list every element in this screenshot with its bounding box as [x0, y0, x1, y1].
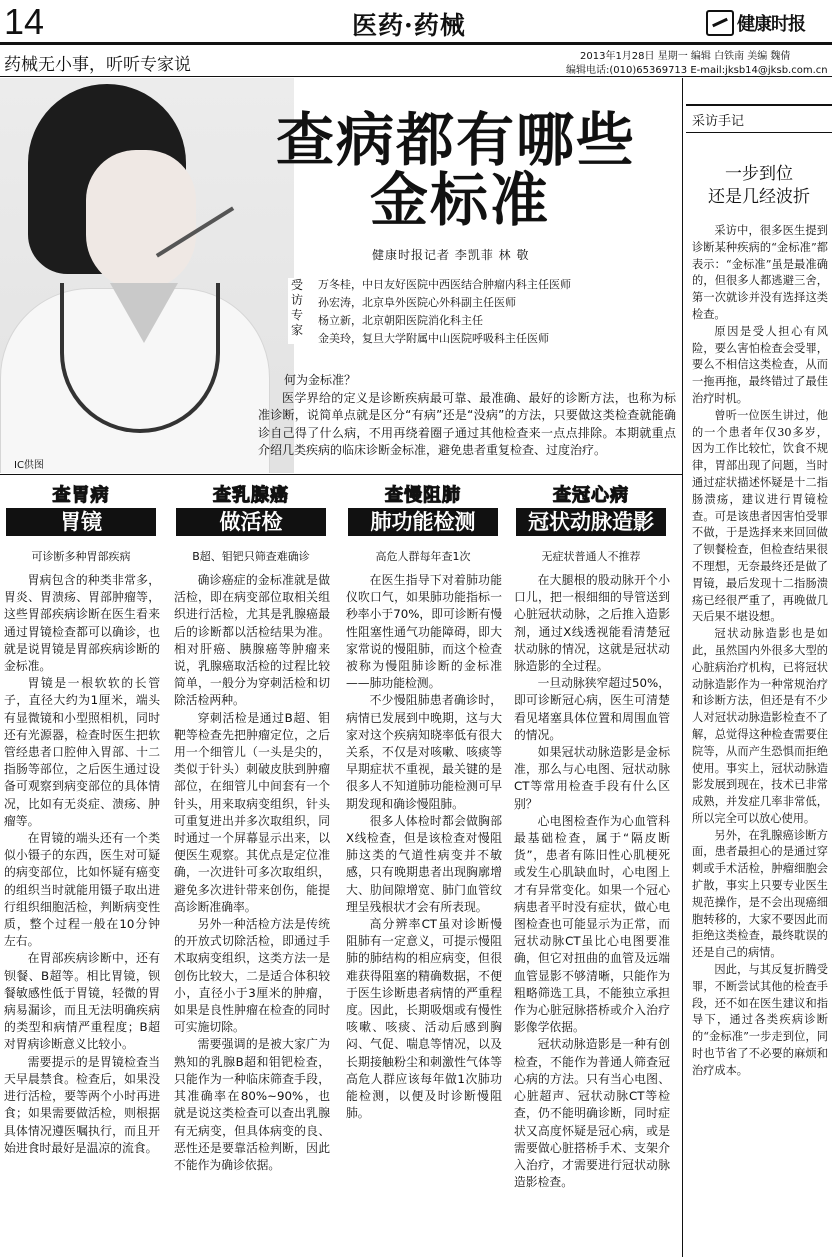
body-paragraph: 另外一种活检方法是传统的开放式切除活检，即通过手术取病变组织，这类方法一是创伤比较大，二是适合体积较小，直径小于3厘米的肿瘤，如果是良性肿瘤在检查的同时可实施切除。 [174, 917, 330, 1035]
expert-item: 孙宏涛，北京阜外医院心外科副主任医师 [318, 296, 516, 309]
column-heading: 冠状动脉造影 [516, 508, 666, 536]
column-header-lung-function [346, 486, 500, 570]
experts-list [318, 276, 571, 348]
headline-line2: 金标准 [370, 166, 551, 234]
body-paragraph: 胃镜是一根软软的长管子，直径大约为1厘米，端头有显微镜和小型照相机，同时还有光源器，检查时医生把软管经患者口腔伸入胃部、十二指肠等部位，之后医生通过设备可观察到病变部位的具体情况，比如有无炎症、溃疡、肿瘤等。 [4, 676, 160, 828]
sidebar-paragraph: 采访中，很多医生提到诊断某种疾病的“金标准”都表示：“金标准”虽是最准确的，但很多人都逃避三舍，第一次就诊并没有选择这类检查。 [692, 224, 828, 321]
body-paragraph: 心电图检查作为心血管科最基础检查，属于“隔皮断货”，患者有陈旧性心肌梗死或发生心肌缺血时，心电图上才有异常变化。如果一个冠心病患者平时没有症状，做心电图检查也可能显示为正常，而冠状动脉CT虽比心电图要准确，但它对扭曲的血管及远端血管显影不够清晰，只能作为粗略筛选工具，不能独立承担作为心脏冠脉搭桥或介入治疗影像学依据。 [514, 813, 670, 1035]
article-column-lung-function [346, 572, 502, 1123]
sidebar-heading-line1: 一步到位 [725, 164, 793, 184]
body-paragraph: 穿刺活检是通过B超、钼靶等检查先把肿瘤定位，之后用一个细管儿（一头是尖的，类似于针头）刺破皮肤到肿瘤部位，在细管儿中间套有一个针头，用来取病变组织，针头可重复进出并多次取组织，同时通过一个屏幕显示出来，以便医生观察。其优点是定位准确，一次进针可多次取组织，避免多次进针带来创伤，能提高诊断准确率。 [174, 710, 330, 914]
body-rule [0, 474, 682, 475]
experts-label: 受访专家 [288, 278, 306, 344]
section-title: 医药·药械 [352, 11, 466, 40]
expert-item: 杨立新，北京朝阳医院消化科主任 [318, 314, 483, 327]
sidebar-paragraph: 原因是受人担心有风险，要么害怕检查会受罪，要么不相信这类检查，从而一拖再拖，最终错过了最佳治疗时机。 [692, 324, 828, 405]
body-paragraph: 需要提示的是胃镜检查当天早晨禁食。检查后，如果没进行活检，要等两个小时再进食；如果需要做活检，则根据具体情况遵医嘱执行，而且开始进食时最好是温凉的流食。 [4, 1054, 160, 1155]
intro-body: 医学界给的定义是诊断疾病最可靠、最准确、最好的诊断方法，也称为标准诊断，说简单点就是区分“有病”还是“没病”的方法，只要做这类检查就能确诊自己得了什么病，不用再绕着圈子通过其他检查来一点点排除。本期就重点介绍几类疾病的临床诊断金标准，避免患者重复检查、过度治疗。 [258, 390, 676, 457]
page-number: 14 [4, 1, 45, 42]
section-tagline: 药械无小事，听听专家说 [4, 55, 191, 75]
column-subheading: B超、钼钯只筛查难确诊 [192, 550, 310, 563]
column-header-angiography [514, 486, 668, 570]
sidebar-tab: 采访手记 [686, 104, 832, 133]
body-paragraph: 需要强调的是被大家广为熟知的乳腺B超和钼钯检查，只能作为一种临床筛查手段，其准确率在80%~90%，也就是说这类检查可以查出乳腺有无病变，但具体病变的良、恶性还是要靠活检判断，因此不能作为确诊依据。 [174, 1037, 330, 1172]
body-paragraph: 高分辨率CT虽对诊断慢阻肺有一定意义，可提示慢阻肺的肺结构的相应病变，但很难获得阻塞的精确数据，不便于医生诊断患者病情的严重程度。因此，长期吸烟或有慢性咳嗽、咳痰、活动后感到胸闷、气促、喘息等情况，以及长期接触粉尘和刺激性气体等高危人群应该每年做1次肺功能检测，以便及时诊断慢阻肺。 [346, 917, 502, 1121]
sidebar-heading-line2: 还是几经波折 [708, 187, 810, 207]
masthead-logo [706, 8, 830, 38]
byline: 健康时报记者 李凯菲 林 敬 [372, 248, 530, 262]
body-paragraph: 确诊癌症的金标准就是做活检，即在病变部位取相关组织进行活检，尤其是乳腺癌最后的诊断都以活检结果为准。相对肝癌、胰腺癌等肿瘤来说，乳腺癌取活检的过程比较简单，一般分为穿刺活检和切除活检两种。 [174, 573, 330, 708]
column-subheading: 高危人群每年查1次 [375, 550, 471, 563]
sidebar-paragraph: 曾听一位医生讲过，他的一个患者年仅30多岁，因为工作比较忙，饮食不规律，胃部出现了问题，当时通过症状描述怀疑是十二指肠溃疡，建议进行胃镜检查。可是该患者因害怕受罪不做，于是选择来来回回做了钡餐检查，但检查结果很不理想，无奈最终还是做了胃镜，最后发现十二指肠溃疡已经很严重了，再晚做几天后果不堪设想。 [692, 408, 828, 624]
photo-credit: IC供图 [14, 460, 44, 471]
logo-text: 健康时报 [737, 14, 805, 35]
column-header-biopsy [174, 486, 328, 570]
editor-contact: 编辑电话:(010)65369713 E-mail:jksb14@jksb.com.cn [566, 65, 828, 76]
body-paragraph: 一旦动脉狭窄超过50%，即可诊断冠心病，医生可清楚看见堵塞具体位置和周围血管的情况。 [514, 676, 670, 742]
column-kicker: 查冠心病 [553, 485, 629, 506]
doctor-photo [0, 78, 294, 473]
sidebar-body [686, 223, 832, 1080]
expert-item: 金美玲，复旦大学附属中山医院呼吸科主任医师 [318, 332, 549, 345]
column-heading: 肺功能检测 [348, 508, 498, 536]
intro-lead: 何为金标准？ [284, 373, 357, 387]
logo-mark-icon [706, 10, 734, 36]
article-column-gastroscopy [4, 572, 160, 1157]
sidebar-paragraph: 因此，与其反复折腾受罪，不断尝试其他的检查手段，还不如在医生建议和指导下，通过各类疾病诊断的“金标准”一步走到位，同时也节省了不必要的麻烦和治疗成本。 [692, 963, 828, 1077]
sidebar-heading [686, 163, 832, 209]
body-paragraph: 在胃部疾病诊断中，还有钡餐、B超等。相比胃镜，钡餐敏感性低于胃镜，轻微的胃病易漏诊，而且无法明确疾病的类型和病情严重程度；B超对胃病诊断意义比较小。 [4, 951, 160, 1052]
issue-date-editors: 2013年1月28日 星期一 编辑 白铁南 美编 魏倩 [580, 51, 791, 62]
sidebar-interview-notes [686, 104, 832, 1080]
sidebar-paragraph: 冠状动脉造影也是如此，虽然国内外很多大型的心脏病治疗机构，已将冠状动脉造影作为一种常规治疗和诊断方法，但还是有不少人对冠状动脉造影检查不了解，总觉得这种检查需要住院等，从而产生恐惧而拒绝使用。事实上，冠状动脉造影发展到现在，技术已非常成熟，并发症几率非常低，所以完全可以放心使用。 [692, 627, 828, 825]
column-kicker: 查胃病 [52, 485, 110, 506]
sidebar-divider [682, 78, 683, 1257]
column-subheading: 可诊断多种胃部疾病 [31, 550, 131, 563]
body-paragraph: 胃病包含的种类非常多，胃炎、胃溃疡、胃部肿瘤等，这些胃部疾病诊断在医生看来通过胃镜检查都可以确诊，也就是说胃镜是胃部疾病诊断的金标准。 [4, 573, 160, 674]
headline-line1: 查病都有哪些 [276, 106, 637, 174]
subheader-rule [0, 76, 832, 77]
body-paragraph: 冠状动脉造影是一种有创检查，不能作为普通人筛查冠心病的方法。只有当心电图、心脏超声、冠状动脉CT等检查，仍不能明确诊断，同时症状又高度怀疑是冠心病，或是需要做心脏搭桥手术、支架介入治疗，才需要进行冠状动脉造影检查。 [514, 1037, 670, 1190]
expert-item: 万冬桂，中日友好医院中西医结合肿瘤内科主任医师 [318, 278, 571, 291]
column-heading: 做活检 [176, 508, 326, 536]
body-paragraph: 在大腿根的股动脉开个小口儿，把一根细细的导管送到心脏冠状动脉，之后推入造影剂，通过X线透视能看清楚冠状动脉的情况，这就是冠状动脉造影的全过程。 [514, 573, 670, 674]
body-paragraph: 在医生指导下对着肺功能仪吹口气，如果肺功能指标一秒率小于70%，即可诊断有慢性阻塞性通气功能障碍，即大家常说的慢阻肺，而这个检查被称为慢阻肺诊断的金标准——肺功能检测。 [346, 573, 502, 691]
photo-face [86, 150, 196, 290]
body-paragraph: 在胃镜的端头还有一个类似小镊子的东西，医生对可疑的病变部位，比如怀疑有癌变的组织当时就能用镊子取出进行组织细胞活检，判断病变性质，整个过程一般在10分钟左右。 [4, 831, 160, 949]
sidebar-paragraph: 另外，在乳腺癌诊断方面，患者最担心的是通过穿刺或手术活检，肿瘤细胞会扩散，事实上只要专业医生规范操作，是不会出现癌细胞转移的，大家不要因此而拒绝这类检查，最终耽误的还是自己的病情。 [692, 828, 828, 960]
column-heading: 胃镜 [6, 508, 156, 536]
column-kicker: 查乳腺癌 [213, 485, 289, 506]
article-column-angiography [514, 572, 670, 1191]
column-subheading: 无症状普通人不推荐 [541, 550, 641, 563]
body-paragraph: 如果冠状动脉造影是金标准，那么与心电图、冠状动脉CT等常用检查手段有什么区别？ [514, 745, 670, 811]
body-paragraph: 不少慢阻肺患者确诊时，病情已发展到中晚期，这与大家对这个疾病知晓率低有很大关系，不仅是对咳嗽、咳痰等早期症状不重视，最关键的是很多人不知道肺功能检测可早期发现和确诊慢阻肺。 [346, 693, 502, 811]
header-rule [0, 42, 832, 45]
intro-block [258, 372, 676, 460]
column-header-gastroscopy [4, 486, 158, 570]
body-paragraph: 很多人体检时都会做胸部X线检查，但是该检查对慢阻肺这类的气道性病变并不敏感，只有晚期患者出现胸廓增大、肋间隙增宽、肺门血管纹理呈残根状才会有所表现。 [346, 813, 502, 914]
column-kicker: 查慢阻肺 [385, 485, 461, 506]
article-column-biopsy [174, 572, 330, 1174]
